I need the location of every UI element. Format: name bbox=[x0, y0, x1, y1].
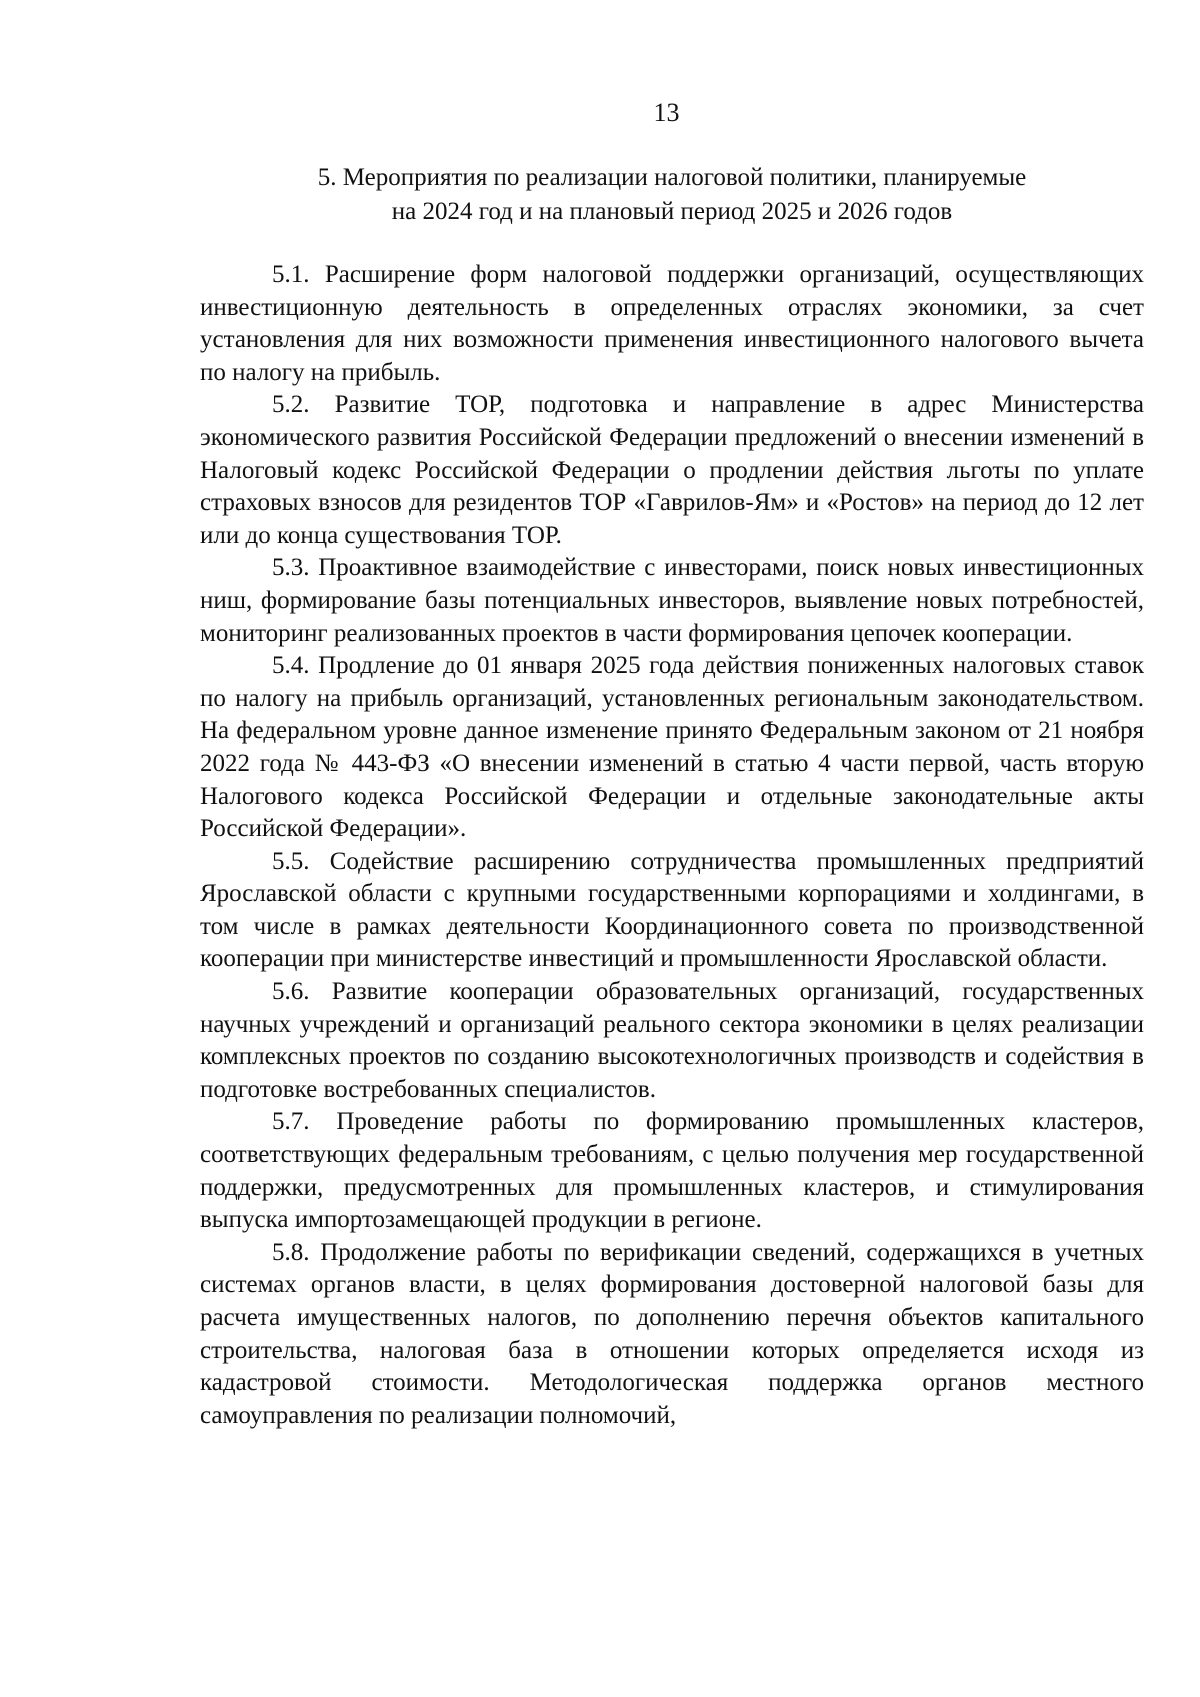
paragraph-5-3: 5.3. Проактивное взаимодействие с инвесторами, поиск новых инвестиционных ниш, формирование базы потенциальных инвесторов, выявление новых потребностей, мониторинг реализованных проектов в части формирования цепочек кооперации. bbox=[200, 554, 1144, 647]
paragraph-5-6: 5.6. Развитие кооперации образовательных организаций, государственных научных учреждений и организаций реального сектора экономики в целях реализации комплексных проектов по созданию высокотехнологичных производств и содействия в подготовке востребованных специалистов. bbox=[200, 978, 1144, 1103]
paragraph-5-1: 5.1. Расширение форм налоговой поддержки организаций, осуществляющих инвестиционную деятельность в определенных отраслях экономики, за счет установления для них возможности применения инвестиционного налогового вычета по налогу на прибыль. bbox=[200, 261, 1144, 386]
paragraph-5-2: 5.2. Развитие ТОР, подготовка и направление в адрес Министерства экономического развития Российской Федерации предложений о внесении изменений в Налоговый кодекс Российской Федерации о продлении действия льготы по уплате страховых взносов для резидентов ТОР «Гаврилов-Ям» и «Ростов» на период до 12 лет или до конца существования ТОР. bbox=[200, 391, 1144, 549]
document-body bbox=[200, 259, 1144, 1432]
section-title-line-2: на 2024 год и на плановый период 2025 и 2026 годов bbox=[391, 198, 953, 225]
page-number: 13 bbox=[653, 98, 680, 127]
paragraph-5-5: 5.5. Содействие расширению сотрудничества промышленных предприятий Ярославской области с крупными государственными корпорациями и холдингами, в том числе в рамках деятельности Координационного совета по производственной кооперации при министерстве инвестиций и промышленности Ярославской области. bbox=[200, 847, 1144, 973]
paragraph-5-4: 5.4. Продление до 01 января 2025 года действия пониженных налоговых ставок по налогу на прибыль организаций, установленных региональным законодательством. На федеральном уровне данное изменение принято Федеральным законом от 21 ноября 2022 года № 443-ФЗ «О внесении изменений в статью 4 части первой, часть вторую Налогового кодекса Российской Федерации и отдельные законодательные акты Российской Федерации». bbox=[200, 652, 1144, 843]
section-title bbox=[200, 161, 1144, 229]
section-title-line-1: 5. Мероприятия по реализации налоговой политики, планируемые bbox=[317, 164, 1027, 191]
paragraph-5-7: 5.7. Проведение работы по формированию промышленных кластеров, соответствующих федеральным требованиям, с целью получения мер государственной поддержки, предусмотренных для промышленных кластеров, и стимулирования выпуска импортозамещающей продукции в регионе. bbox=[200, 1108, 1144, 1234]
paragraph-5-8: 5.8. Продолжение работы по верификации сведений, содержащихся в учетных системах органов власти, в целях формирования достоверной налоговой базы для расчета имущественных налогов, по дополнению перечня объектов капитального строительства, налоговая база в отношении которых определяется исходя из кадастровой стоимости. Методологическая поддержка органов местного самоуправления по реализации полномочий, bbox=[200, 1238, 1144, 1429]
